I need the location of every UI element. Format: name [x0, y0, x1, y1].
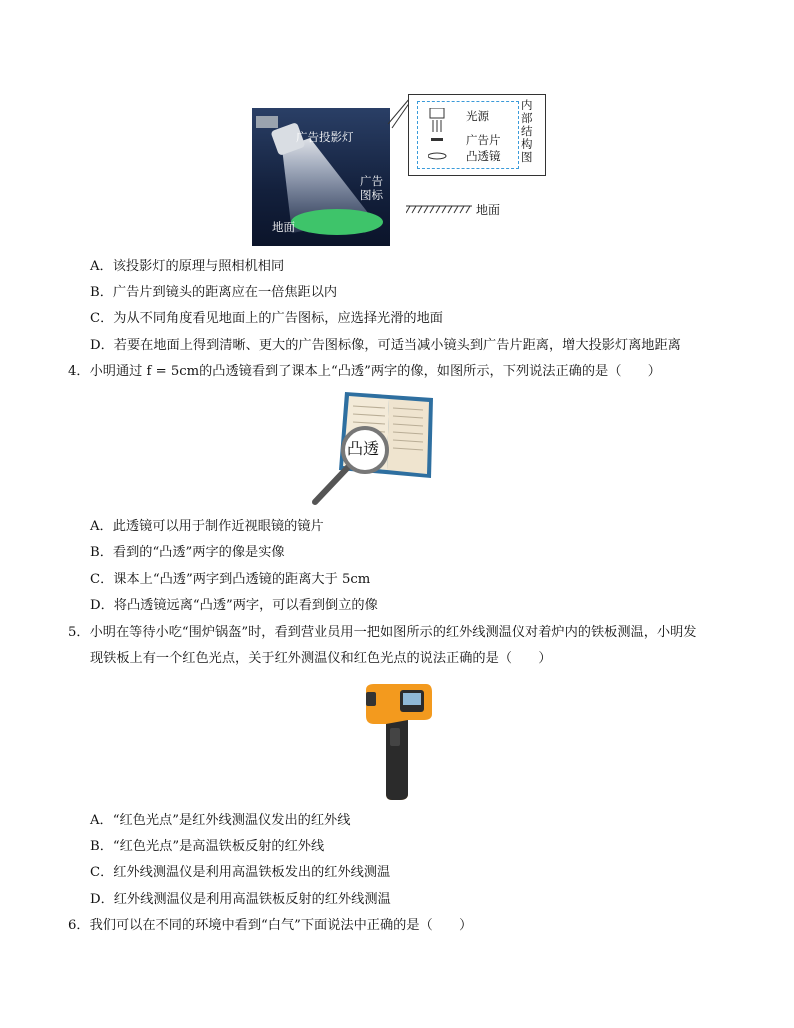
title-char: 内	[521, 98, 533, 112]
q3-option-d: D．若要在地面上得到清晰、更大的广告图标像，可适当减小镜头到广告片距离，增大投影灯离地距离	[90, 338, 681, 353]
magnifier-text: 凸透	[347, 439, 380, 458]
ground-hatch	[406, 205, 472, 214]
q6-stem: 6．我们可以在不同的环境中看到“白气”下面说法中正确的是（ ）	[68, 918, 473, 933]
dashed-frame	[417, 101, 519, 169]
projector-photo	[252, 108, 390, 246]
projector-label: 广告投影灯	[296, 130, 354, 144]
q5-option-d: D．红外线测温仪是利用高温铁板反射的红外线测温	[90, 892, 391, 907]
inner-structure-diagram	[408, 94, 546, 176]
q4-option-c: C．课本上“凸透”两字到凸透镜的距离大于 5cm	[90, 572, 371, 587]
q4-stem: 4．小明通过 f = 5cm的凸透镜看到了课本上“凸透”两字的像，如图所示，下列说法正确的是（ ）	[68, 364, 661, 379]
optics-schematic	[428, 108, 448, 164]
infrared-thermometer-illustration	[362, 680, 434, 804]
q5-stem-line1: 5．小明在等待小吃“围炉锅盔”时，看到营业员用一把如图所示的红外线测温仪对着炉内的铁板测温，小明发	[68, 625, 697, 640]
icon-label-line1: 广告	[360, 174, 383, 188]
slide-label: 广告片	[466, 133, 501, 147]
title-char: 图	[521, 150, 533, 164]
q4-option-a: A．此透镜可以用于制作近视眼镜的镜片	[90, 519, 324, 534]
title-char: 结	[521, 124, 533, 138]
thermometer-svg	[362, 680, 434, 804]
ground-right-label: 地面	[476, 203, 501, 217]
title-char: 部	[521, 111, 533, 125]
icon-label-line2: 图标	[360, 188, 383, 202]
q3-option-a: A．该投影灯的原理与照相机相同	[90, 259, 285, 274]
q3-option-b: B．广告片到镜头的距离应在一倍焦距以内	[90, 285, 338, 300]
inner-structure-title	[521, 99, 535, 164]
q5-option-a: A．“红色光点”是红外线测温仪发出的红外线	[90, 813, 351, 828]
book-magnifier-illustration	[305, 390, 435, 510]
title-char: 构	[521, 137, 533, 151]
q5-option-b: B．“红色光点”是高温铁板反射的红外线	[90, 839, 325, 854]
q3-option-c: C．为从不同角度看见地面上的广告图标，应选择光滑的地面	[90, 311, 443, 326]
q5-stem-line2: 现铁板上有一个红色光点，关于红外测温仪和红色光点的说法正确的是（ ）	[90, 651, 552, 666]
lens-label: 凸透镜	[466, 149, 501, 163]
q4-option-d: D．将凸透镜远离“凸透”两字，可以看到倒立的像	[90, 598, 378, 613]
ground-label: 地面	[272, 220, 295, 234]
q5-option-c: C．红外线测温仪是利用高温铁板发出的红外线测温	[90, 865, 391, 880]
light-source-label: 光源	[466, 109, 489, 123]
q4-option-b: B．看到的“凸透”两字的像是实像	[90, 545, 285, 560]
